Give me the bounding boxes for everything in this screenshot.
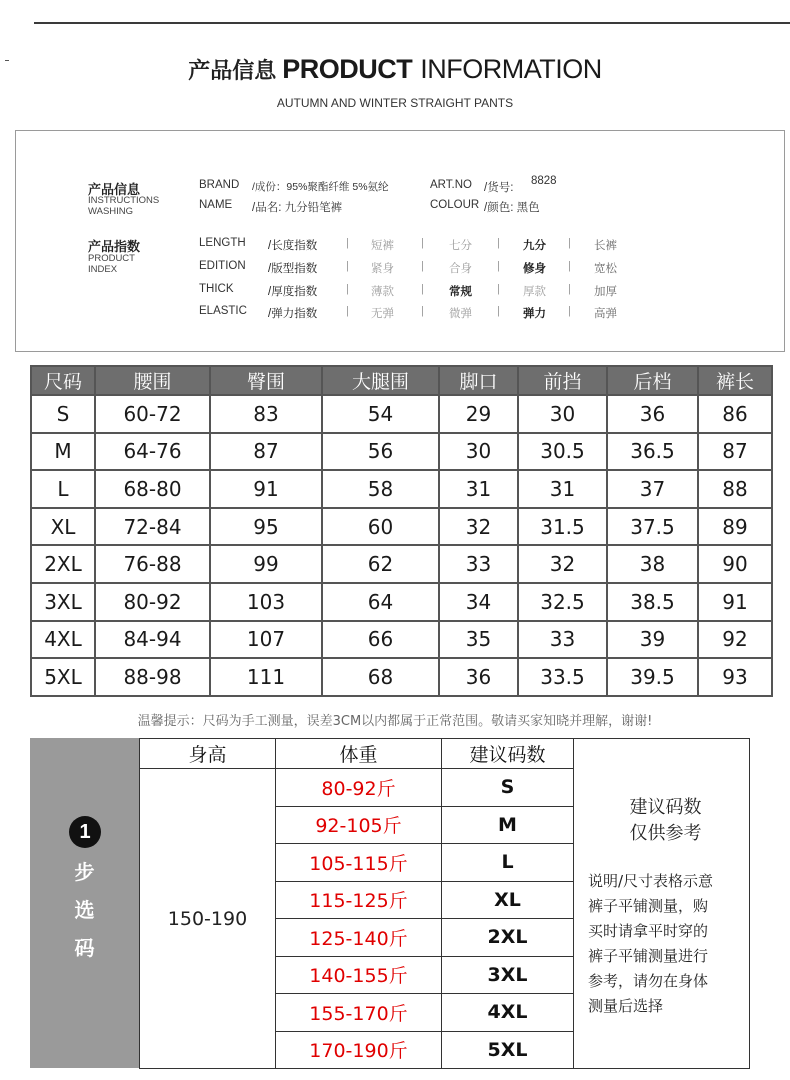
index-separator: |: [568, 237, 571, 249]
note-title-line: 仅供参考: [629, 823, 702, 844]
table-cell: 38: [607, 545, 698, 583]
table-cell: S: [31, 395, 95, 433]
table-cell: 91: [210, 470, 322, 508]
table-cell: 56: [322, 433, 439, 471]
index-option: 长裤: [594, 240, 617, 252]
index-separator: |: [497, 237, 500, 249]
step-label-char: 选: [74, 898, 95, 922]
index-option-selected: 常规: [449, 286, 472, 298]
index-separator: |: [497, 283, 500, 295]
title-cn: 产品信息: [188, 59, 277, 84]
table-cell: 88-98: [95, 658, 210, 696]
table-cell: 2XL: [31, 545, 95, 583]
weight-cell: 92-105斤: [276, 806, 442, 844]
product-info-box: [15, 130, 785, 352]
title-en: INFORMATION: [420, 54, 602, 84]
index-row-cn: /厚度指数: [268, 286, 318, 298]
table-cell: 38.5: [607, 583, 698, 621]
column-header: 后档: [607, 366, 698, 395]
table-cell: 34: [439, 583, 518, 621]
size-cell: 3XL: [442, 956, 574, 994]
table-cell: 5XL: [31, 658, 95, 696]
table-cell: 99: [210, 545, 322, 583]
index-separator: |: [421, 305, 424, 317]
table-cell: 30.5: [518, 433, 607, 471]
table-cell: 36: [439, 658, 518, 696]
table-cell: 80-92: [95, 583, 210, 621]
table-cell: 64-76: [95, 433, 210, 471]
table-cell: 76-88: [95, 545, 210, 583]
table-cell: 3XL: [31, 583, 95, 621]
size-table-header-row: [31, 366, 772, 395]
column-header: 尺码: [31, 366, 95, 395]
table-row: [31, 433, 772, 471]
index-separator: |: [346, 237, 349, 249]
table-cell: 107: [210, 621, 322, 659]
size-cell: L: [442, 844, 574, 882]
index-separator: |: [421, 237, 424, 249]
index-option: 微弹: [449, 308, 472, 320]
index-separator: |: [346, 260, 349, 272]
table-cell: 89: [698, 508, 772, 546]
size-recommendation-table: [139, 738, 750, 1069]
table-cell: 60: [322, 508, 439, 546]
product-info-heading: 产品信息: [88, 182, 141, 197]
table-cell: 31: [518, 470, 607, 508]
size-cell: XL: [442, 881, 574, 919]
table-cell: 86: [698, 395, 772, 433]
index-option: 七分: [449, 240, 472, 252]
table-row: [31, 658, 772, 696]
table-cell: 37: [607, 470, 698, 508]
table-cell: 33: [439, 545, 518, 583]
table-cell: 31: [439, 470, 518, 508]
name-label: NAME: [199, 199, 233, 211]
table-cell: 30: [439, 433, 518, 471]
column-header: 大腿围: [322, 366, 439, 395]
table-cell: 32: [518, 545, 607, 583]
column-header: 臀围: [210, 366, 322, 395]
table-cell: 68-80: [95, 470, 210, 508]
colour-value: /颜色: 黑色: [484, 202, 540, 214]
note-line: 参考，请勿在身体: [588, 972, 709, 990]
recommendation-note: [574, 739, 750, 1069]
column-header: 前挡: [518, 366, 607, 395]
artno-cn-label: /货号:: [484, 182, 514, 194]
index-option: 无弹: [371, 308, 394, 320]
step-number-badge: 1: [69, 816, 101, 848]
name-value: /品名: 九分铅笔裤: [252, 202, 343, 214]
index-en1: PRODUCT: [88, 253, 135, 264]
table-cell: 91: [698, 583, 772, 621]
table-cell: 36: [607, 395, 698, 433]
size-cell: 2XL: [442, 919, 574, 957]
table-cell: 88: [698, 470, 772, 508]
table-row: [31, 470, 772, 508]
weight-cell: 140-155斤: [276, 956, 442, 994]
note-line: 买时请拿平时穿的: [588, 922, 709, 940]
measurement-tip: 温馨提示：尺码为手工测量，误差3CM以内都属于正常范围。敬请买家知晓并理解，谢谢!: [137, 714, 653, 729]
index-separator: |: [346, 283, 349, 295]
recommendation-header-row: [140, 739, 750, 769]
index-separator: |: [497, 260, 500, 272]
index-separator: |: [421, 260, 424, 272]
table-cell: XL: [31, 508, 95, 546]
index-option: 紧身: [371, 263, 394, 275]
table-row: [31, 545, 772, 583]
index-option-selected: 九分: [523, 240, 546, 252]
composition-value: /成份：95%聚酯纤维 5%氨纶: [252, 181, 389, 193]
index-row-en: EDITION: [199, 260, 246, 272]
index-row-en: LENGTH: [199, 237, 246, 249]
table-cell: 33.5: [518, 658, 607, 696]
table-cell: 58: [322, 470, 439, 508]
note-title-line: 建议码数: [629, 797, 702, 818]
weight-cell: 105-115斤: [276, 844, 442, 882]
table-cell: 84-94: [95, 621, 210, 659]
table-row: [31, 395, 772, 433]
height-range-cell: 150-190: [140, 769, 276, 1069]
table-cell: 103: [210, 583, 322, 621]
table-cell: 32.5: [518, 583, 607, 621]
table-cell: 95: [210, 508, 322, 546]
table-cell: 32: [439, 508, 518, 546]
index-row-en: ELASTIC: [199, 305, 247, 317]
table-cell: 72-84: [95, 508, 210, 546]
step-label-char: 码: [74, 936, 95, 960]
index-option: 宽松: [594, 263, 617, 275]
column-header: 裤长: [698, 366, 772, 395]
step-panel: [30, 738, 139, 1068]
size-cell: 4XL: [442, 994, 574, 1032]
artno-value: 8828: [531, 175, 557, 187]
table-cell: 83: [210, 395, 322, 433]
title-en-bold: PRODUCT: [282, 54, 413, 84]
table-cell: 54: [322, 395, 439, 433]
index-row-cn: /版型指数: [268, 263, 318, 275]
index-option: 高弹: [594, 308, 617, 320]
table-cell: 111: [210, 658, 322, 696]
brand-label: BRAND: [199, 179, 240, 191]
page-subtitle: AUTUMN AND WINTER STRAIGHT PANTS: [276, 96, 514, 110]
index-heading: 产品指数: [88, 239, 141, 254]
column-header: 身高: [140, 739, 276, 769]
index-option-selected: 弹力: [523, 308, 546, 320]
table-cell: 29: [439, 395, 518, 433]
table-cell: 39.5: [607, 658, 698, 696]
product-info-en1: INSTRUCTIONS: [88, 195, 160, 206]
index-row-en: THICK: [199, 283, 234, 295]
note-line: 裤子平铺测量，购: [588, 897, 709, 915]
note-line: 裤子平铺测量进行: [588, 947, 709, 965]
note-line: 说明/尺寸表格示意: [588, 872, 714, 890]
product-info-en2: WASHING: [88, 206, 134, 217]
weight-cell: 170-190斤: [276, 1031, 442, 1069]
weight-cell: 115-125斤: [276, 881, 442, 919]
index-separator: |: [568, 260, 571, 272]
index-separator: |: [497, 305, 500, 317]
table-cell: 90: [698, 545, 772, 583]
table-row: [31, 621, 772, 659]
index-separator: |: [568, 283, 571, 295]
size-cell: M: [442, 806, 574, 844]
size-chart-table: [30, 365, 773, 697]
column-header: 体重: [276, 739, 442, 769]
size-cell: 5XL: [442, 1031, 574, 1069]
table-row: [31, 508, 772, 546]
index-row-cn: /弹力指数: [268, 308, 318, 320]
table-cell: 39: [607, 621, 698, 659]
table-row: [31, 583, 772, 621]
colour-label: COLOUR: [430, 199, 480, 211]
note-line: 测量后选择: [588, 997, 664, 1015]
table-cell: L: [31, 470, 95, 508]
artno-label: ART.NO: [430, 179, 472, 191]
table-cell: 30: [518, 395, 607, 433]
column-header: 脚口: [439, 366, 518, 395]
weight-cell: 125-140斤: [276, 919, 442, 957]
index-en2: INDEX: [88, 264, 118, 275]
index-separator: |: [568, 305, 571, 317]
table-cell: 64: [322, 583, 439, 621]
column-header: 腰围: [95, 366, 210, 395]
table-cell: 87: [698, 433, 772, 471]
table-cell: 87: [210, 433, 322, 471]
table-cell: 66: [322, 621, 439, 659]
table-cell: M: [31, 433, 95, 471]
table-cell: 62: [322, 545, 439, 583]
table-cell: 36.5: [607, 433, 698, 471]
column-header: 建议码数: [442, 739, 574, 769]
top-divider: [34, 22, 790, 24]
table-cell: 68: [322, 658, 439, 696]
table-cell: 93: [698, 658, 772, 696]
size-cell: S: [442, 769, 574, 807]
index-option-selected: 修身: [523, 263, 546, 275]
index-option: 薄款: [371, 286, 394, 298]
weight-cell: 80-92斤: [276, 769, 442, 807]
table-cell: 92: [698, 621, 772, 659]
table-cell: 31.5: [518, 508, 607, 546]
table-cell: 4XL: [31, 621, 95, 659]
page-title: [0, 54, 790, 85]
index-separator: |: [346, 305, 349, 317]
weight-cell: 155-170斤: [276, 994, 442, 1032]
step-label-char: 步: [74, 860, 95, 884]
index-separator: |: [421, 283, 424, 295]
index-option: 加厚: [594, 286, 617, 298]
index-option: 厚款: [523, 286, 546, 298]
table-cell: 37.5: [607, 508, 698, 546]
index-option: 短裤: [371, 240, 394, 252]
table-cell: 60-72: [95, 395, 210, 433]
table-cell: 35: [439, 621, 518, 659]
index-row-cn: /长度指数: [268, 240, 318, 252]
index-option: 合身: [449, 263, 472, 275]
table-cell: 33: [518, 621, 607, 659]
